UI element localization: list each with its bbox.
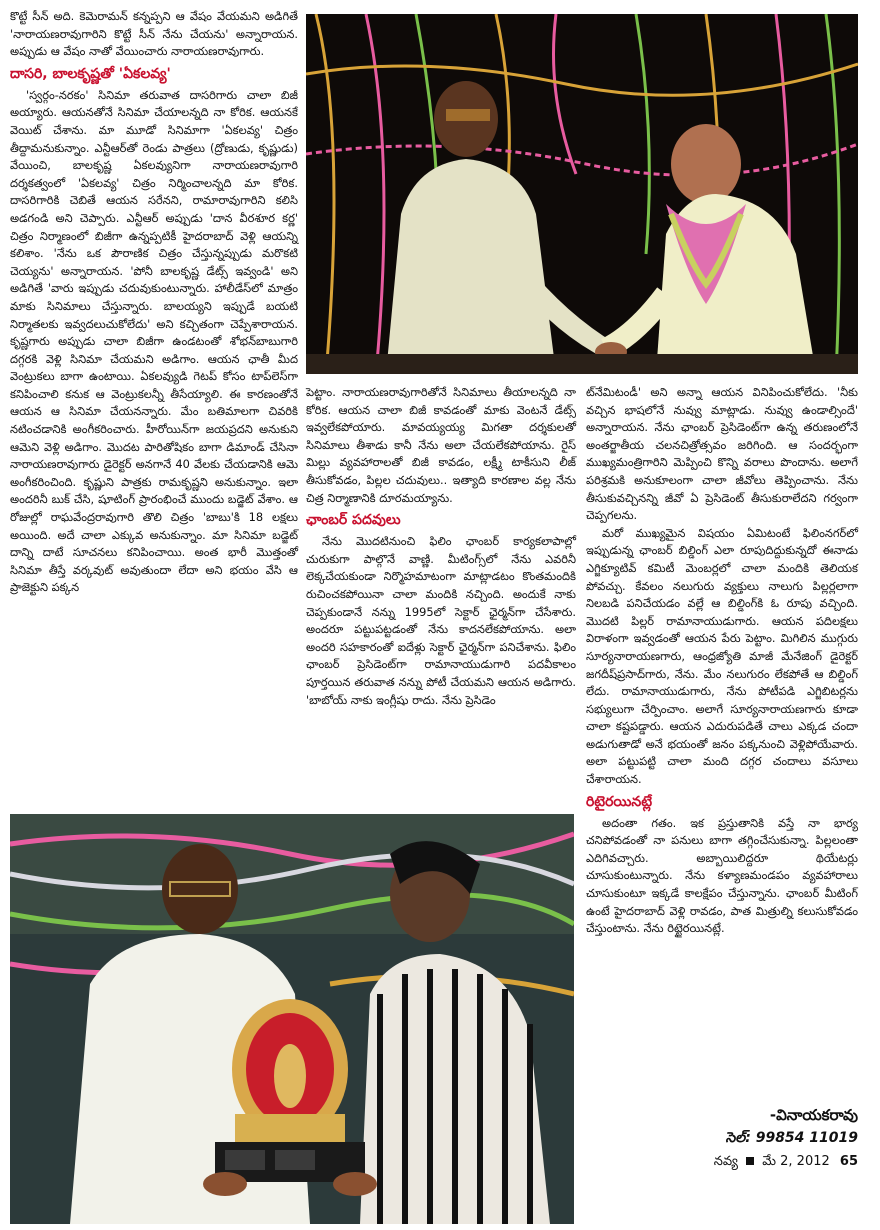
paragraph: అదంతా గతం. ఇక ప్రస్తుతానికి వస్తే నా భార్య చనిపోవడంతో నా పనులు బాగా తగ్గించేసుకున్నా. పిల్లలంతా ఎదిగివచ్చారు. అబ్బాయిలిద్దరూ థియేటర్లు చూసుకుంటున్నారు. నేను కళ్యాణమండపం వ్యవహారాలు చూసుకుంటూ ఇక్కడే కాలక్షేపం చేస్తున్నాను. ఛాంబర్ మీటింగ్ ఉంటే హైదరాబాద్ వెళ్లి రావడం, పాత మిత్రుల్ని కలుసుకోవడం చేస్తుంటాను. నేను రిట్టైరయినట్లే. xyxy=(586,815,858,936)
photo-handshake-image xyxy=(306,14,858,374)
article-column-1 xyxy=(10,8,298,597)
paragraph: ట్‌నేమిటండీ' అని అన్నా ఆయన వినిపించుకోలేదు. 'నీకు వచ్చిన భాషలోనే నువ్వు మాట్లాడు. నువ్వు ఉండాల్సిందే' అన్నారాయన. నేను ఛాంబర్ ప్రెసిడెంట్‌గా ఉన్న తరుణంలోనే అంతర్జాతీయ చలనచిత్రోత్సవం జరిగింది. ఆ సందర్భంగా ముఖ్యమంత్రిగారిని మెప్పించి కొన్ని వరాలు పొందాను. అలాగే పరిశ్రమకి అనుకూలంగా చాలా జీవోలు తెప్పించాను. నేను తీసుకువచ్చినన్ని జీవో ఏ ప్రెసిడెంట్ తీసుకురాలేదని గర్వంగా చెప్పగలను. xyxy=(586,385,858,523)
section-heading: దాసరి, బాలకృష్ణతో 'ఏకలవ్య' xyxy=(10,65,171,82)
paragraph: కొట్టే సీన్ అది. కెమెరామన్ కన్నప్పని ఆ వేషం వేయమని అడిగితే 'నారాయణరావుగారిని కొట్టే సీన్ నేను చేయను' అన్నారాయన. అప్పుడు ఆ వేషం నాతో వేయించారు నారాయణరావుగారు. xyxy=(10,9,298,59)
paragraph: పెట్టాం. నారాయణరావుగారితోనే సినిమాలు తీయాలన్నది నా కోరిక. ఆయన చాలా బిజీ కావడంతో మాకు వెంటనే డేట్స్ ఇవ్వలేకపోయారు. మావయ్యయ్య మిగతా దర్శకులతో సినిమాలు తీశాడు కానీ నేను అలా చేయలేకపోయాను. రైస్ మిల్లు వ్యవహారాలతో బిజీ కావడం, లక్ష్మీ టాకీసుని లీజ్ తీసుకోవడం, పిల్లల చదువులు.. ఇత్యాది కారణాల వల్ల నేను చిత్ర నిర్మాణానికి దూరమయ్యాను. xyxy=(306,385,576,505)
section-heading: రిటైరయినట్లే xyxy=(586,793,653,810)
article-column-3 xyxy=(586,384,858,938)
paragraph: మరో ముఖ్యమైన విషయం ఏమిటంటే ఫిలింనగర్‌లో ఇప్పుడున్న ఛాంబర్ బిల్డింగ్ ఎలా రూపుదిద్దుకున్నదో ఈనాడు ఎగ్జిక్యూటివ్ కమిటీ మెంబర్లలో చాలా మందికి తెలియక పోవచ్చు. కేవలం నలుగురు వ్యక్తులు నాలుగు పిల్లర్లలాగా నిలబడి పనిచేయడం వల్లే ఆ బిల్డింగ్‌కి ఓ రూపు వచ్చింది. మొదటి పిల్లర్ రామానాయుడుగారు. ఆయన పదిలక్షలు విరాళంగా ఇవ్వడంతో ఆయన పేరు పెట్టాం. మిగిలిన ముగ్గురు సూర్యనారాయణగారు, ఆంధ్రజ్యోతి మాజీ మేనేజింగ్ డైరెక్టర్ జగదీష్‌ప్రసాద్‌గారు, నేను. మేం నలుగురం లేకపోతే ఆ బిల్డింగ్ లేదు. రామానాయుడుగారు, నేను పోటీపడి ఎగ్జిబిటర్లను సభ్యులుగా చేర్పించాం. అలాగే సూర్యనారాయణగారు కూడా చాలా కష్టపడ్డారు. ఆయన ఎదురుపడితే చాలు ఎక్కడ చందా అడుగుతాడో అనే భయంతో జనం పక్కనుంచి వెళ్లిపోయేవారు. అలా పట్టుపట్టి చాలా మంది దగ్గర చందాలు వసూలు చేశారాయన. xyxy=(586,525,858,787)
photo-award-image xyxy=(10,814,574,1224)
section-heading: ఛాంబర్ పదవులు xyxy=(306,512,401,529)
issue-date: మే 2, 2012 xyxy=(762,1154,830,1169)
square-bullet-icon xyxy=(746,1157,754,1165)
page-number: 65 xyxy=(839,1154,858,1169)
page-footer xyxy=(690,1154,858,1172)
author-name: -వినాయకరావు xyxy=(769,1106,858,1124)
paragraph: 'స్వర్గం-నరకం' సినిమా తరువాత దాసరిగారు చాలా బిజీ అయ్యారు. ఆయనతోనే సినిమా చేయాలన్నది నా కోరిక. ఆయనకే వెయిట్ చేశాను. మా మూడో సినిమాగా 'ఏకలవ్య' చిత్రం తీద్దామనుకున్నాం. ఎన్టీఆర్‌తో రెండు పాత్రలు (ద్రోణుడు, కృష్ణుడు) వేయించి, బాలకృష్ణ ఏకలవ్యునిగా నారాయణరావుగారి దర్శకత్వంలో 'ఏకలవ్య' చిత్రం నిర్మించాలన్నది మా కోరిక. దాసరిగారికి చెబితే ఆయన సరేనని, రామారావుగారిని కలిసి అడగండి అని చెప్పారు. ఎన్టీఆర్ అప్పుడు 'దాన వీరశూర కర్ణ' చిత్రం నిర్మాణంలో బిజీగా ఉన్నప్పటికీ హైదరాబాద్ వెళ్లి ఆయన్ని కలిశాం. 'నేను ఒక పౌరాణిక చిత్రం చేస్తున్నప్పుడు మరొకటి చెయ్యను' అన్నారాయన. 'పోనీ బాలకృష్ణ డేట్స్ ఇవ్వండి' అని అడిగితే 'వారు ఇప్పుడు చదువుకుంటున్నారు. హాలీడేస్‌లో మాత్రం మాకు సినిమాలు చేస్తున్నారు. బాలయ్యని ఇప్పుడే బయటి నిర్మాతలకు ఇవ్వదలుచుకోలేదు' అని కచ్చితంగా చెప్పేశారాయన. కృష్ణగారు అప్పుడు చాలా బిజీగా ఉండటంతో శోభన్‌బాబుగారి దగ్గరకి వెళ్లి సినిమా చేయమని అడిగాం. ఆయన ఛాతీ మీద వెంట్రుకలు బాగా ఉంటాయి. ఏకలవ్యుడి గెటప్ కోసం టాప్‌లెస్‌గా కనిపించాలి కనుక ఆ వెంట్రుకలన్నీ తీసేయ్యాలి. ఈ కారణంతోనే ఆయన ఆ సినిమా చేయనన్నారు. మేం బతిమాలగా చివరికి నటించడానికి అంగీకరించారు. హీరోయిన్‌గా జయప్రదని అనుకుని ఆమెని వెళ్లి అడిగాం. మొదట పారితోషికం బాగా డిమాండ్ చేసినా నారాయణరావుగారు డైరెక్టర్ అనగానే 40 వేలకు చేయడానికి ఆమె అంగీకరించింది. కృష్ణుని పాత్రకు రామకృష్ణని అనుకున్నాం. ఇలా అందరినీ బుక్ చేసి, షూటింగ్ ప్రారంభించే ముందు బడ్జెట్ వేశాం. ఆ రోజుల్లో రాఘవేంద్రరావుగారి తొలి చిత్రం 'బాబు'కి 18 లక్షలు అయింది. అదే చాలా ఎక్కువ అనుకున్నాం. మా సినిమా బడ్జెట్ దాన్ని దాటే సూచనలు కనిపించాయి. అంత భారీ మొత్తంతో సినిమా తీస్తే వర్కవుట్ అవుతుందా లేదా అని భయం వేసి ఆ ప్రాజెక్టుని పక్కన xyxy=(10,87,298,595)
magazine-name: నవ్య xyxy=(713,1154,738,1169)
photo-handshake xyxy=(306,14,858,374)
photo-award xyxy=(10,814,574,1224)
article-column-2 xyxy=(306,384,576,709)
author-phone: సెల్: 99854 11019 xyxy=(725,1130,858,1146)
paragraph: నేను మొదటినుంచి ఫిలిం ఛాంబర్ కార్యకలాపాల్లో చురుకుగా పాల్గొనే వాణ్ణి. మీటింగ్స్‌లో నేను ఎవరినీ లెక్కచేయకుండా నిర్మొహమాటంగా మాట్లాడటం కొంతమందికి రుచించకపోయినా చాలా మందికి నచ్చింది. అందుకే నాకు చెప్పకుండానే నన్ను 1995లో సెక్టార్ ఛైర్మన్‌గా చేసేశారు. అందరూ పట్టుపట్టడంతో నేను కాదనలేకపోయాను. అలా అందరి సహకారంతో ఐదేళ్లు సెక్టార్ ఛైర్మన్‌గా పనిచేశాను. ఫిలిం ఛాంబర్ ప్రెసిడెంట్‌గా రామానాయుడుగారి పదవీకాలం పూర్తయిన తరువాత నన్ను పోటీ చేయమని ఆయన అడిగారు. 'బాబోయ్ నాకు ఇంగ్లీషు రాదు. నేను ప్రెసిడెం xyxy=(306,534,576,707)
author-signature xyxy=(700,1106,858,1128)
